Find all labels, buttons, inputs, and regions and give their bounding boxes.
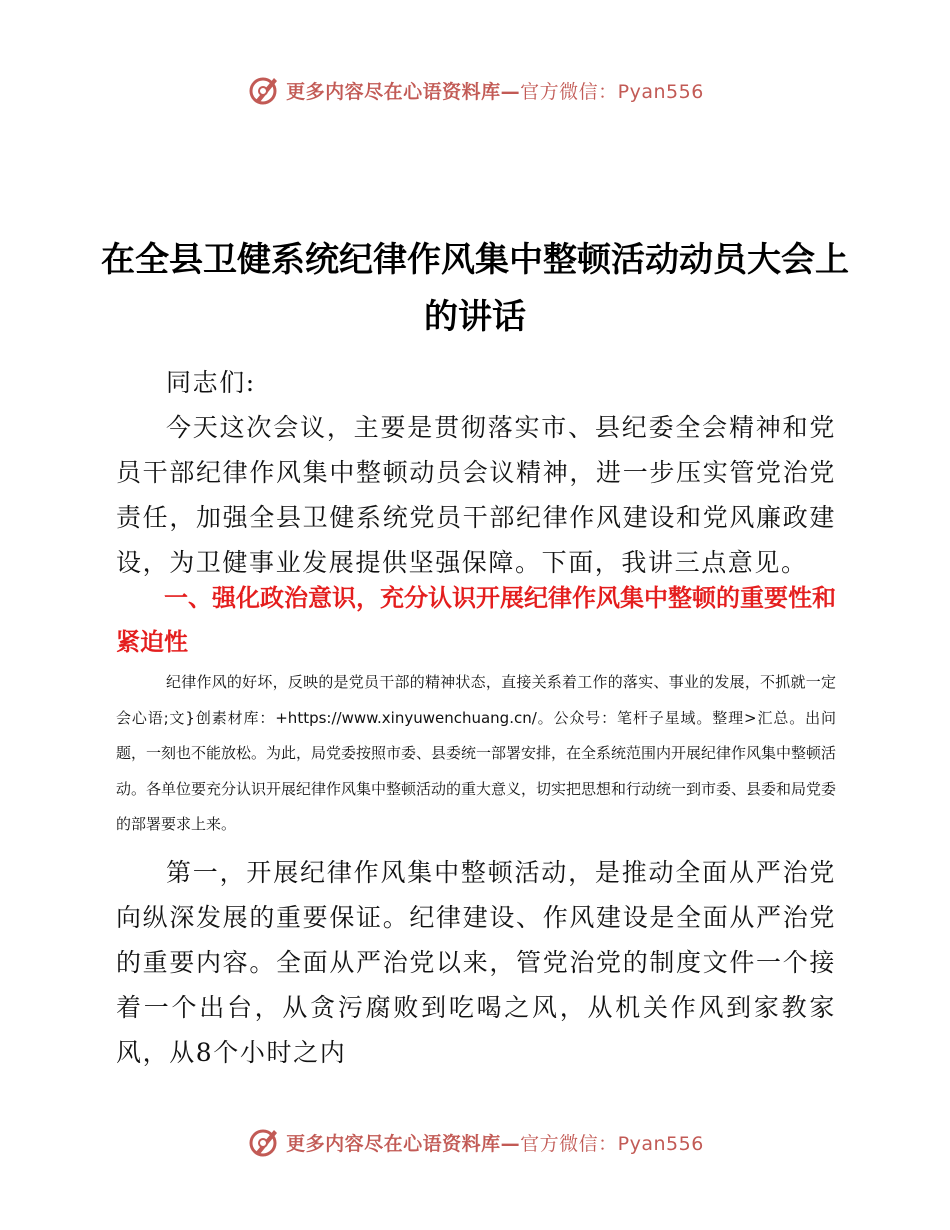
banner-library-text: 更多内容尽在心语资料库— bbox=[286, 1132, 521, 1155]
banner-wechat-text: 官方微信：Pyan556 bbox=[520, 80, 704, 103]
first-point-paragraph: 第一，开展纪律作风集中整顿活动，是推动全面从严治党向纵深发展的重要保证。纪律建设、作风建设是全面从严治党的重要内容。全面从严治党以来，管党治党的制度文件一个接着一个出台，从贪污腐败到吃喝之风，从机关作风到家教家风，从8个小时之内 bbox=[116, 858, 836, 1067]
small-paragraph: 纪律作风的好坏，反映的是党员干部的精神状态，直接关系着工作的落实、事业的发展，不抓就一定会心语;文}创素材库：+https://www.xinyuwenchuang.cn/。公众号：笔杆子星域。整理>汇总。出问题，一刻也不能放松。为此，局党委按照市委、县委统一部署安排，在全系统范围内开展纪律作风集中整顿活动。各单位要充分认识开展纪律作风集中整顿活动的重大意义，切实把思想和行动统一到市委、县委和局党委的部署要求上来。 bbox=[116, 673, 837, 833]
header-banner bbox=[0, 70, 950, 110]
salutation: 同志们: bbox=[166, 368, 256, 397]
document-title: 在全县卫健系统纪律作风集中整顿活动动员大会上的讲话 bbox=[101, 240, 849, 337]
footer-banner bbox=[0, 1122, 950, 1162]
quill-logo-icon bbox=[246, 72, 282, 108]
quill-logo-icon bbox=[246, 1124, 282, 1160]
banner-wechat-text: 官方微信：Pyan556 bbox=[520, 1132, 704, 1155]
section-heading-1: 一、强化政治意识，充分认识开展纪律作风集中整顿的重要性和紧迫性 bbox=[116, 584, 836, 656]
banner-text bbox=[286, 1129, 704, 1156]
banner-text bbox=[286, 77, 704, 104]
banner-library-text: 更多内容尽在心语资料库— bbox=[286, 80, 521, 103]
intro-paragraph: 今天这次会议，主要是贯彻落实市、县纪委全会精神和党员干部纪律作风集中整顿动员会议精神，进一步压实管党治党责任，加强全县卫健系统党员干部纪律作风建设和党风廉政建设，为卫健事业发展提供坚强保障。下面，我讲三点意见。 bbox=[116, 413, 836, 577]
